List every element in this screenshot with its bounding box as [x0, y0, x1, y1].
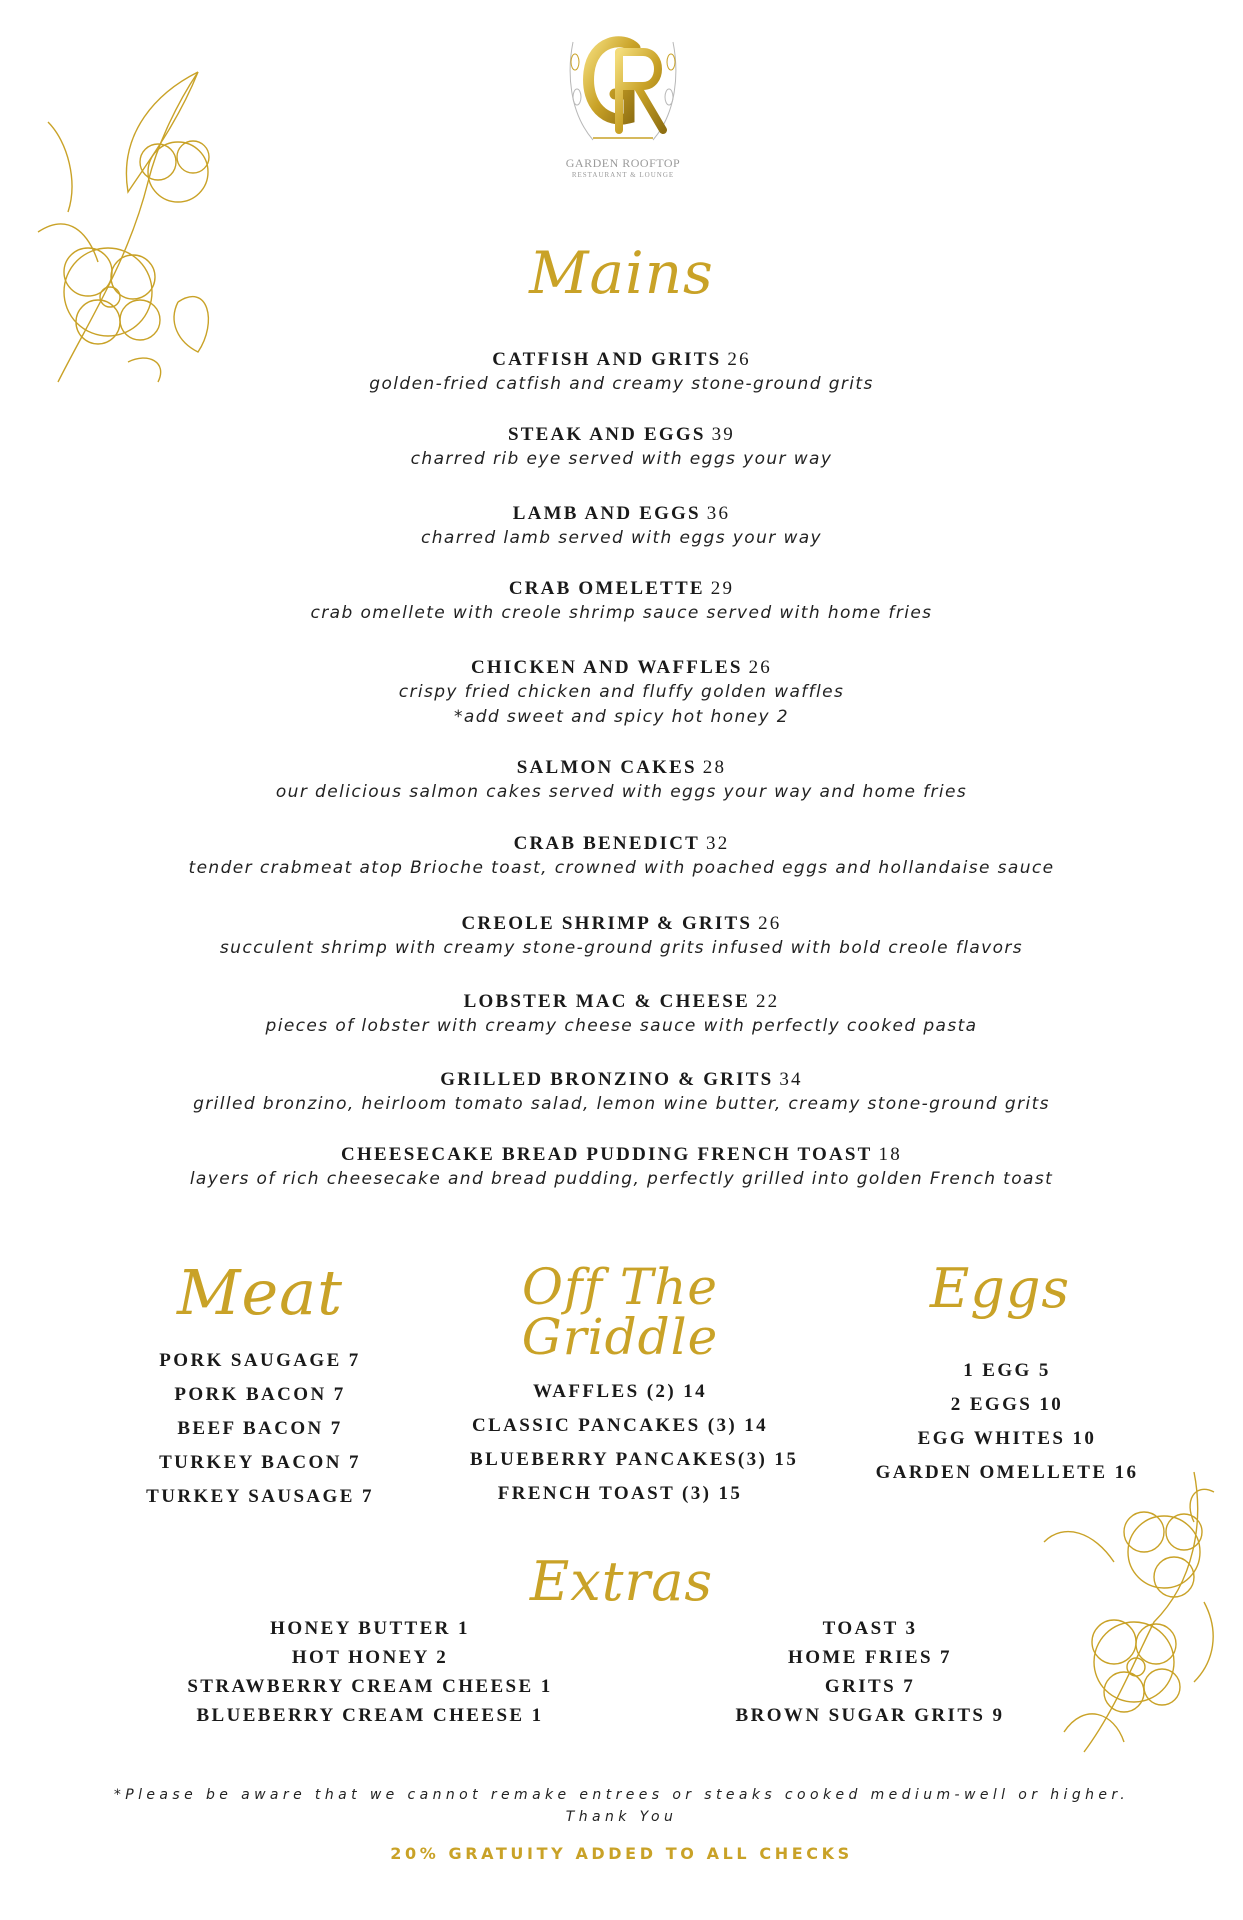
menu-item-name	[0, 756, 1243, 780]
logo-name: GARDEN ROOFTOP	[565, 156, 681, 170]
item-name-text: LOBSTER MAC & CHEESE	[463, 991, 750, 1012]
list-item: PORK SAUGAGE 7	[159, 1350, 361, 1371]
list-item: BROWN SUGAR GRITS 9	[735, 1705, 1005, 1726]
menu-item-description: pieces of lobster with creamy cheese sauce with perfectly cooked pasta	[265, 1016, 978, 1036]
item-price: 28	[702, 757, 727, 778]
meat-list	[115, 1344, 405, 1514]
item-name-text: CHEESECAKE BREAD PUDDING FRENCH TOAST	[341, 1144, 873, 1165]
item-name-text: GRILLED BRONZINO & GRITS	[440, 1069, 774, 1090]
menu-item-description: grilled bronzino, heirloom tomato salad, lemon wine butter, creamy stone-ground grits	[193, 1094, 1050, 1114]
list-item: BLUEBERRY PANCAKES(3) 15	[470, 1449, 799, 1470]
list-item: GRITS 7	[824, 1676, 916, 1697]
menu-item-name	[0, 1068, 1243, 1092]
floral-flourish-top-left	[28, 62, 228, 397]
griddle-title: Off The Griddle	[521, 1258, 719, 1366]
item-price: 29	[710, 578, 735, 599]
menu-item-description: tender crabmeat atop Brioche toast, crowned with poached eggs and hollandaise sauce	[188, 858, 1055, 878]
menu-item	[0, 423, 1243, 472]
list-item: 2 EGGS 10	[950, 1394, 1064, 1415]
item-price: 32	[706, 833, 730, 854]
list-item: BEEF BACON 7	[177, 1418, 343, 1439]
menu-item	[0, 832, 1243, 881]
list-item: EGG WHITES 10	[917, 1428, 1097, 1449]
menu-item	[0, 1143, 1243, 1192]
item-price: 22	[755, 991, 780, 1012]
menu-item-name	[0, 348, 1243, 372]
item-name-text: CHICKEN AND WAFFLES	[470, 657, 743, 678]
item-price: 34	[779, 1069, 803, 1090]
eggs-title: Eggs	[929, 1257, 1071, 1320]
logo-subtitle: RESTAURANT & LOUNGE	[571, 171, 675, 179]
footer-note	[0, 1784, 1243, 1828]
menu-item	[0, 912, 1243, 961]
list-item: CLASSIC PANCAKES (3) 14	[471, 1415, 769, 1436]
menu-item-description: our delicious salmon cakes served with eggs your way and home fries	[275, 782, 968, 802]
meat-title: Meat	[176, 1256, 344, 1329]
list-item: HOME FRIES 7	[788, 1647, 952, 1668]
item-price: 39	[711, 424, 736, 445]
item-name-text: SALMON CAKES	[516, 757, 697, 778]
menu-item	[0, 348, 1243, 397]
extras-right-list	[720, 1614, 1020, 1730]
griddle-list	[470, 1375, 799, 1511]
extras-left-list	[170, 1614, 570, 1730]
list-item: BLUEBERRY CREAM CHEESE 1	[196, 1705, 544, 1726]
menu-item-name	[0, 423, 1243, 447]
menu-item-name	[0, 502, 1243, 526]
menu-item	[0, 1068, 1243, 1117]
item-name-text: STEAK AND EGGS	[507, 424, 706, 445]
item-price: 26	[748, 657, 772, 678]
list-item: HOT HONEY 2	[291, 1647, 449, 1668]
floral-icon	[28, 62, 228, 392]
item-name-text: CRAB BENEDICT	[513, 833, 701, 854]
menu-item-description: layers of rich cheesecake and bread pudding, perfectly grilled into golden French toast	[189, 1169, 1054, 1189]
floral-flourish-bottom-right	[1024, 1462, 1224, 1767]
menu-item	[0, 756, 1243, 805]
menu-item-description: golden-fried catfish and creamy stone-ground grits	[369, 374, 874, 394]
list-item: HONEY BUTTER 1	[270, 1618, 470, 1639]
remake-disclaimer: *Please be aware that we cannot remake entrees or steaks cooked medium-well or higher.	[113, 1787, 1130, 1803]
gratuity-notice: 20% GRATUITY ADDED TO ALL CHECKS	[390, 1844, 853, 1863]
item-price: 18	[878, 1144, 902, 1165]
menu-item-name	[0, 912, 1243, 936]
item-name-text: LAMB AND EGGS	[512, 503, 701, 524]
menu-item-name	[0, 990, 1243, 1014]
menu-item-name	[0, 1143, 1243, 1167]
restaurant-logo	[548, 22, 698, 222]
list-item: STRAWBERRY CREAM CHEESE 1	[187, 1676, 553, 1697]
list-item: GARDEN OMELLETE 16	[875, 1462, 1139, 1483]
item-name-text: CREOLE SHRIMP & GRITS	[461, 913, 753, 934]
item-name-text: CATFISH AND GRITS	[492, 349, 722, 370]
menu-item-description: charred rib eye served with eggs your way	[410, 449, 833, 469]
list-item: TURKEY SAUSAGE 7	[146, 1486, 374, 1507]
thank-you-text: Thank You	[565, 1809, 678, 1825]
menu-item-addon-note: *add sweet and spicy hot honey 2	[454, 707, 789, 727]
list-item: PORK BACON 7	[174, 1384, 346, 1405]
menu-item-description: charred lamb served with eggs your way	[420, 528, 823, 548]
item-price: 26	[727, 349, 751, 370]
list-item: 1 EGG 5	[963, 1360, 1051, 1381]
list-item: TOAST 3	[822, 1618, 918, 1639]
menu-item-name	[0, 577, 1243, 601]
menu-item-description: crispy fried chicken and fluffy golden waffles	[398, 682, 845, 702]
menu-item-name	[0, 832, 1243, 856]
floral-icon	[1024, 1462, 1224, 1762]
menu-item	[0, 577, 1243, 626]
menu-item-description: succulent shrimp with creamy stone-ground grits infused with bold creole flavors	[219, 938, 1024, 958]
list-item: FRENCH TOAST (3) 15	[497, 1483, 743, 1504]
mains-title: Mains	[529, 239, 714, 307]
menu-item-description: crab omellete with creole shrimp sauce served with home fries	[310, 603, 933, 623]
item-price: 26	[758, 913, 782, 934]
item-price: 36	[706, 503, 731, 524]
gr-monogram-icon	[563, 22, 683, 154]
list-item: TURKEY BACON 7	[159, 1452, 361, 1473]
eggs-list	[862, 1354, 1152, 1490]
menu-item	[0, 502, 1243, 551]
extras-title: Extras	[529, 1550, 714, 1613]
menu-item	[0, 656, 1243, 730]
menu-item-name	[0, 656, 1243, 680]
item-name-text: CRAB OMELETTE	[508, 578, 705, 599]
list-item: WAFFLES (2) 14	[533, 1381, 707, 1402]
menu-item	[0, 990, 1243, 1039]
